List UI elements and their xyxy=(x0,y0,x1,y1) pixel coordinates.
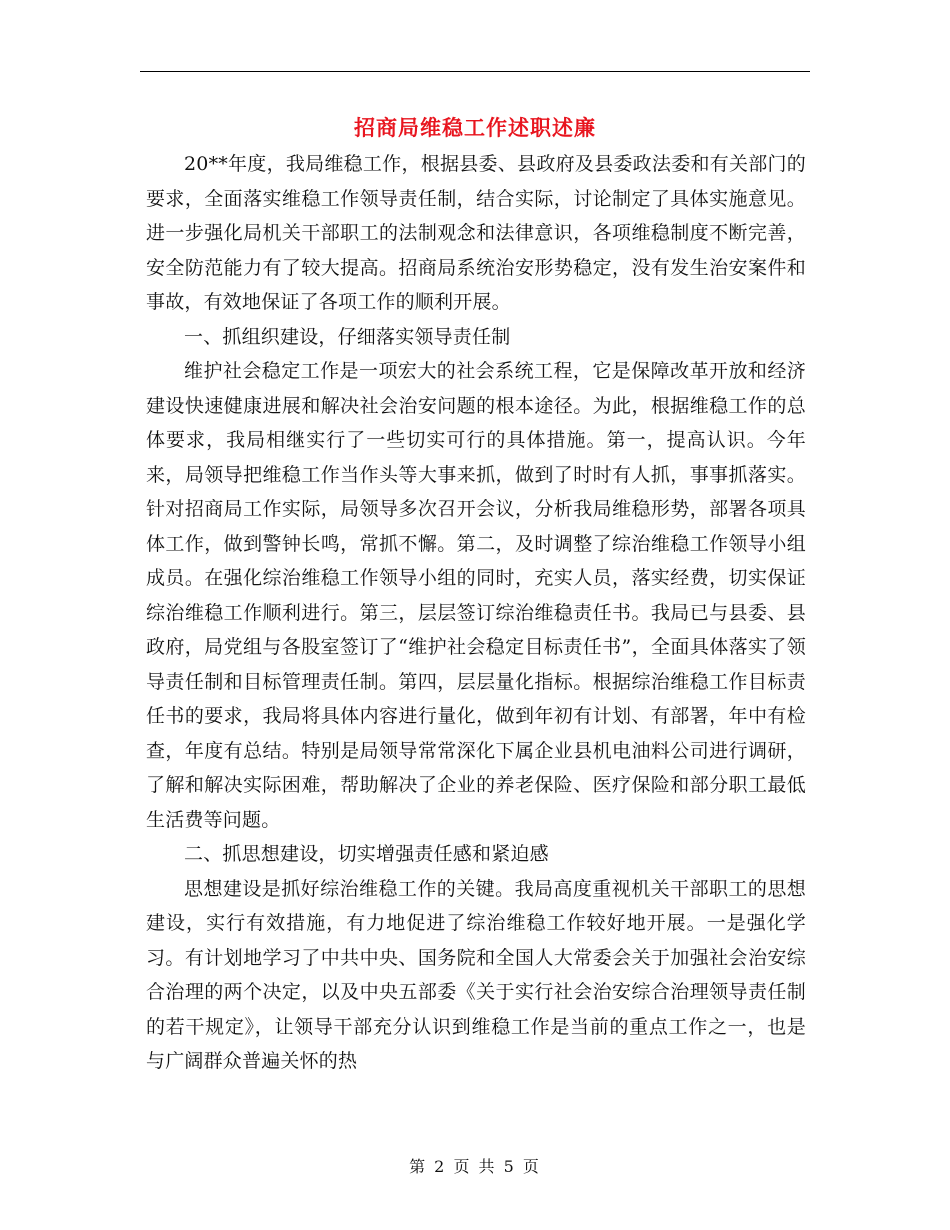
document-body xyxy=(146,147,806,1079)
section-heading-1: 一、抓组织建设，仔细落实领导责任制 xyxy=(184,325,511,348)
intro-paragraph: 20**年度，我局维稳工作，根据县委、县政府及县委政法委和有关部门的要求，全面落实维稳工作领导责任制，结合实际，讨论制定了具体实施意见。进一步强化局机关干部职工的法制观念和法律意识，各项维稳制度不断完善，安全防范能力有了较大提高。招商局系统治安形势稳定，没有发生治安案件和事故，有效地保证了各项工作的顺利开展。 xyxy=(146,153,806,313)
document-title: 招商局维稳工作述职述廉 xyxy=(354,115,596,140)
page-number-footer: 第 2 页 共 5 页 xyxy=(409,1157,541,1176)
section-heading-2: 二、抓思想建设，切实增强责任感和紧迫感 xyxy=(184,843,549,865)
section-2-paragraph: 思想建设是抓好综治维稳工作的关键。我局高度重视机关干部职工的思想建设，实行有效措施，有力地促进了综治维稳工作较好地开展。一是强化学习。有计划地学习了中共中央、国务院和全国人大常委会关于加强社会治安综合治理的两个决定，以及中央五部委《关于实行社会治安综合治理领导责任制的若干规定》，让领导干部充分认识到维稳工作是当前的重点工作之一，也是与广阔群众普遍关怀的热 xyxy=(146,877,806,1072)
header-rule xyxy=(140,71,810,72)
section-1-paragraph: 维护社会稳定工作是一项宏大的社会系统工程，它是保障改革开放和经济建设快速健康进展和解决社会治安问题的根本途径。为此，根据维稳工作的总体要求，我局相继实行了一些切实可行的具体措施。第一，提高认识。今年来，局领导把维稳工作当作头等大事来抓，做到了时时有人抓，事事抓落实。针对招商局工作实际，局领导多次召开会议，分析我局维稳形势，部署各项具体工作，做到警钟长鸣，常抓不懈。第二，及时调整了综治维稳工作领导小组成员。在强化综治维稳工作领导小组的同时，充实人员，落实经费，切实保证综治维稳工作顺利进行。第三，层层签订综治维稳责任书。我局已与县委、县政府，局党组与各股室签订了“维护社会稳定目标责任书”，全面具体落实了领导责任制和目标管理责任制。第四，层层量化指标。根据综治维稳工作目标责任书的要求，我局将具体内容进行量化，做到年初有计划、有部署，年中有检查，年度有总结。特别是局领导常常深化下属企业县机电油料公司进行调研，了解和解决实际困难，帮助解决了企业的养老保险、医疗保险和部分职工最低生活费等问题。 xyxy=(146,360,806,831)
